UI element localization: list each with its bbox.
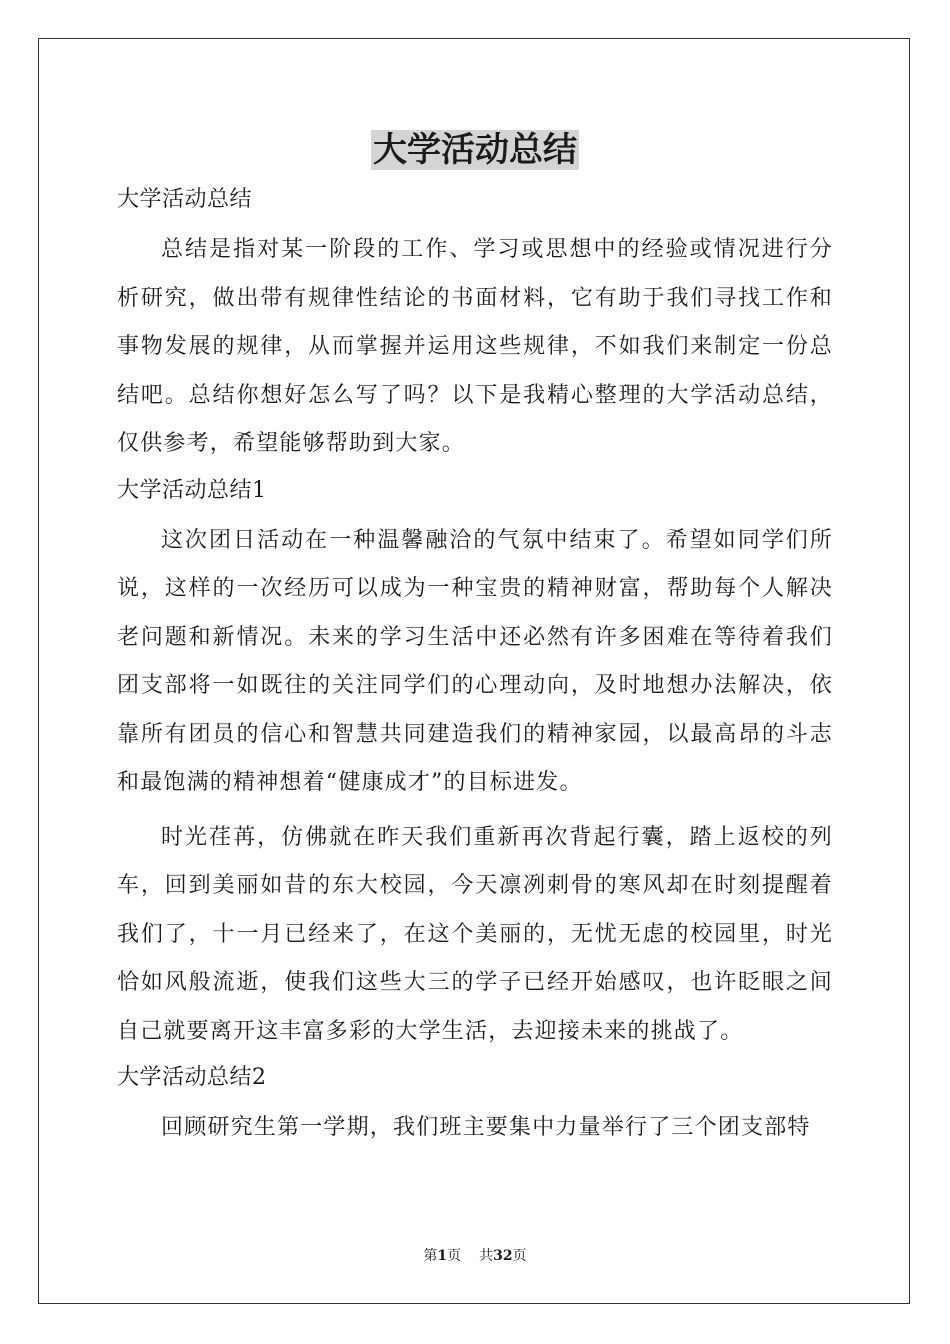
page-footer	[0, 1246, 950, 1266]
section-heading: 大学活动总结2	[117, 1065, 267, 1090]
document-body	[117, 180, 833, 1153]
document-title	[0, 130, 950, 170]
intro-paragraph: 总结是指对某一阶段的工作、学习或思想中的经验或情况进行分析研究，做出带有规律性结论的书面材料，它有助于我们寻找工作和事物发展的规律，从而掌握并运用这些规律，不如我们来制定一份总结吧。总结你想好怎么写了吗？以下是我精心整理的大学活动总结，仅供参考，希望能够帮助到大家。	[117, 237, 833, 456]
document-title-text: 大学活动总结	[373, 130, 577, 170]
total-suffix: 页	[512, 1248, 527, 1264]
section-heading: 大学活动总结1	[117, 477, 267, 503]
page-suffix: 页	[447, 1248, 462, 1264]
page-number: 1	[437, 1248, 448, 1264]
document-subtitle: 大学活动总结	[117, 187, 253, 212]
total-pages: 32	[493, 1248, 513, 1264]
section-paragraph: 时光荏苒，仿佛就在昨天我们重新再次背起行囊，踏上返校的列车，回到美丽如昔的东大校园，今天凛冽刺骨的寒风却在时刻提醒着我们了，十一月已经来了，在这个美丽的，无忧无虑的校园里，时光恰如风般流逝，使我们这些大三的学子已经开始感叹，也许眨眼之间自己就要离开这丰富多彩的大学生活，去迎接未来的挑战了。	[117, 824, 833, 1044]
total-prefix: 共	[479, 1248, 494, 1264]
section-paragraph: 这次团日活动在一种温馨融洽的气氛中结束了。希望如同学们所说，这样的一次经历可以成为一种宝贵的精神财富，帮助每个人解决老问题和新情况。未来的学习生活中还必然有许多困难在等待着我们团支部将一如既往的关注同学们的心理动向，及时地想办法解决，依靠所有团员的信心和智慧共同建造我们的精神家园，以最高昂的斗志和最饱满的精神想着“健康成才”的目标进发。	[117, 527, 833, 795]
section-paragraph: 回顾研究生第一学期，我们班主要集中力量举行了三个团支部特	[161, 1115, 811, 1140]
page-prefix: 第	[423, 1248, 438, 1264]
